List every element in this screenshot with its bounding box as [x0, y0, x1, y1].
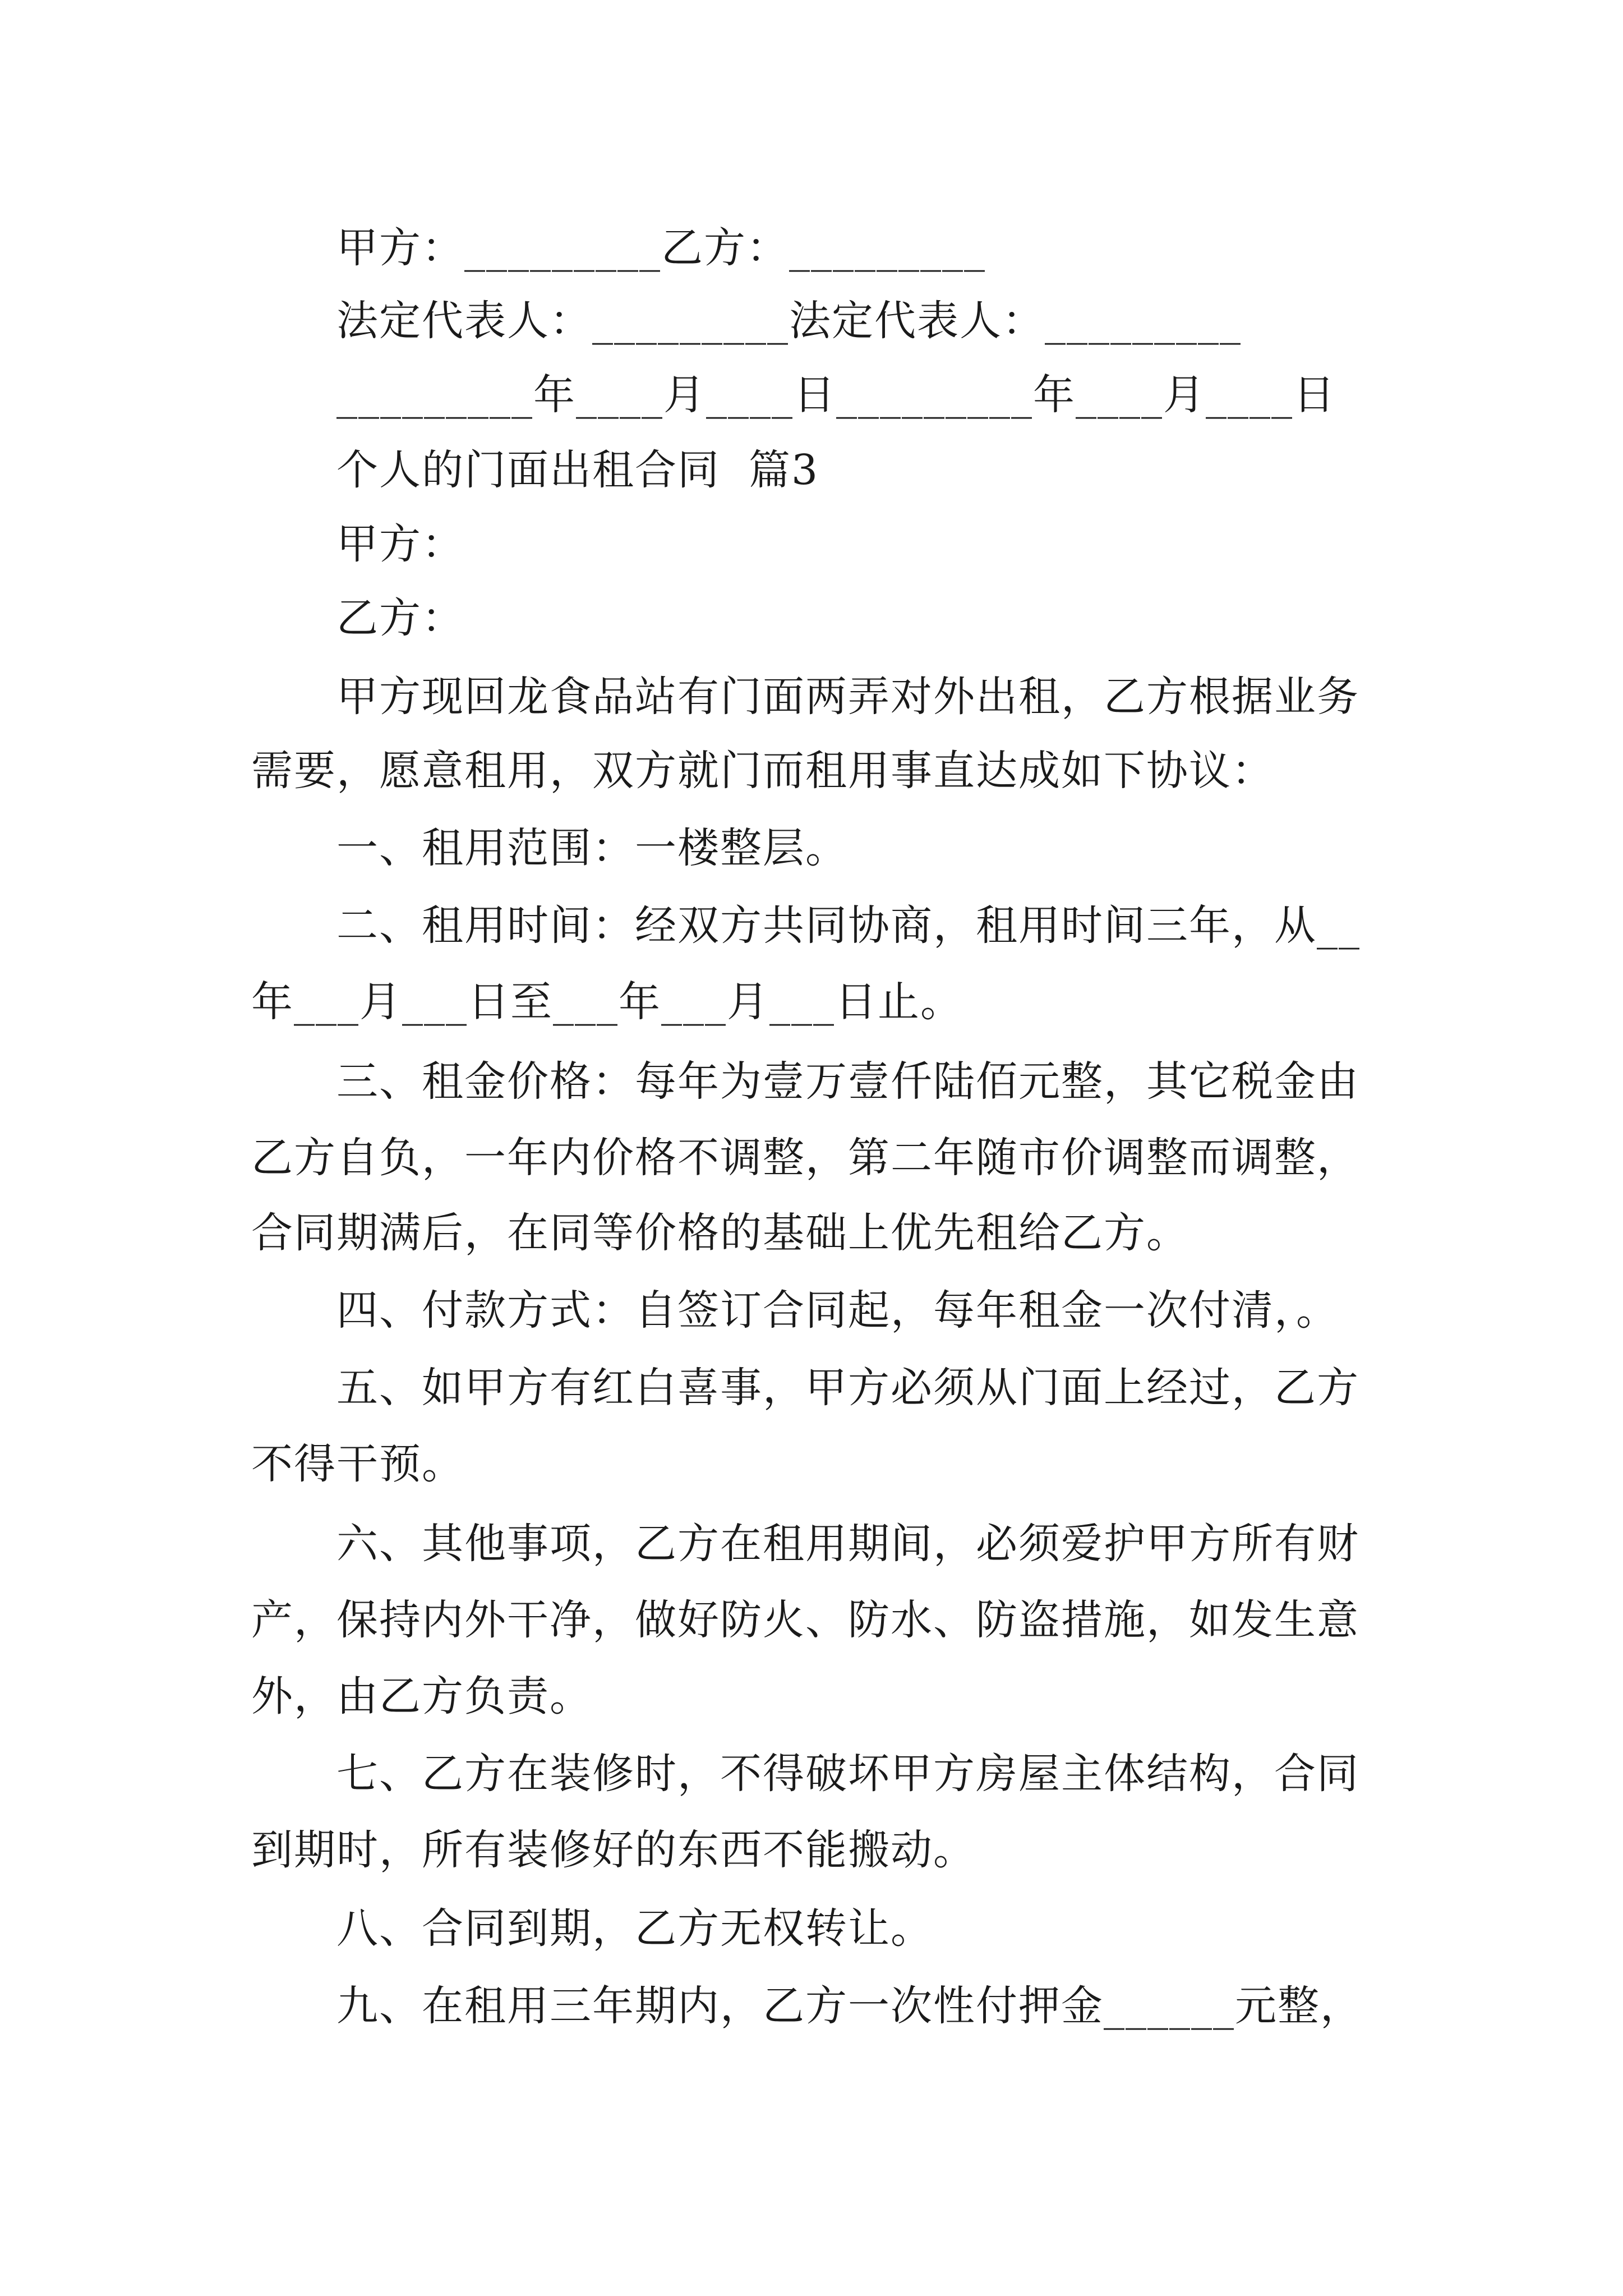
party-a-label: 甲方： — [336, 520, 464, 568]
clause-6-line-3: 外，由乙方负责。 — [251, 1672, 592, 1720]
clause-3-line-2: 乙方自负，一年内价格不调整，第二年随市价调整而调整， — [251, 1134, 1359, 1182]
clause-2-line-2: 年___月___日至___年___月___日止。 — [251, 978, 963, 1026]
clause-3-line-3: 合同期满后，在同等价格的基础上优先租给乙方。 — [251, 1209, 1189, 1257]
clause-7-line-1: 七、乙方在装修时，不得破坏甲方房屋主体结构，合同 — [336, 1750, 1359, 1798]
clause-6-line-1: 六、其他事项，乙方在租用期间，必须爱护甲方所有财 — [336, 1520, 1359, 1568]
clause-6-line-2: 产，保持内外干净，做好防火、防水、防盗措施，如发生意 — [251, 1596, 1359, 1644]
section-title: 个人的门面出租合同 篇3 — [336, 446, 819, 494]
clause-5-line-2: 不得干预。 — [251, 1440, 464, 1488]
intro-line-2: 需要，愿意租用，双方就门而租用事直达成如下协议： — [251, 747, 1274, 795]
clause-2-line-1: 二、租用时间：经双方共同协商，租用时间三年，从__ — [336, 901, 1361, 950]
signature-representatives-line: 法定代表人：_________法定代表人：_________ — [336, 297, 1242, 345]
clause-5-line-1: 五、如甲方有红白喜事，甲方必须从门面上经过，乙方 — [336, 1364, 1359, 1412]
signature-dates-line: _________年____月____日_________年____月____日 — [336, 371, 1336, 419]
clause-8-line-1: 八、合同到期，乙方无权转让。 — [336, 1904, 933, 1953]
clause-7-line-2: 到期时，所有装修好的东西不能搬动。 — [251, 1826, 976, 1874]
clause-4-line-1: 四、付款方式：自签订合同起，每年租金一次付清，。 — [336, 1286, 1339, 1335]
clause-3-line-1: 三、租金价格：每年为壹万壹仟陆佰元整，其它税金由 — [336, 1057, 1359, 1106]
intro-line-1: 甲方现回龙食品站有门面两弄对外出租，乙方根据业务 — [336, 673, 1359, 721]
clause-1-line-1: 一、租用范围：一楼整层。 — [336, 824, 848, 872]
signature-parties-line: 甲方：_________乙方：_________ — [336, 224, 986, 272]
party-b-label: 乙方： — [336, 594, 464, 642]
clause-9-line-1: 九、在租用三年期内，乙方一次性付押金______元整， — [336, 1982, 1363, 2030]
